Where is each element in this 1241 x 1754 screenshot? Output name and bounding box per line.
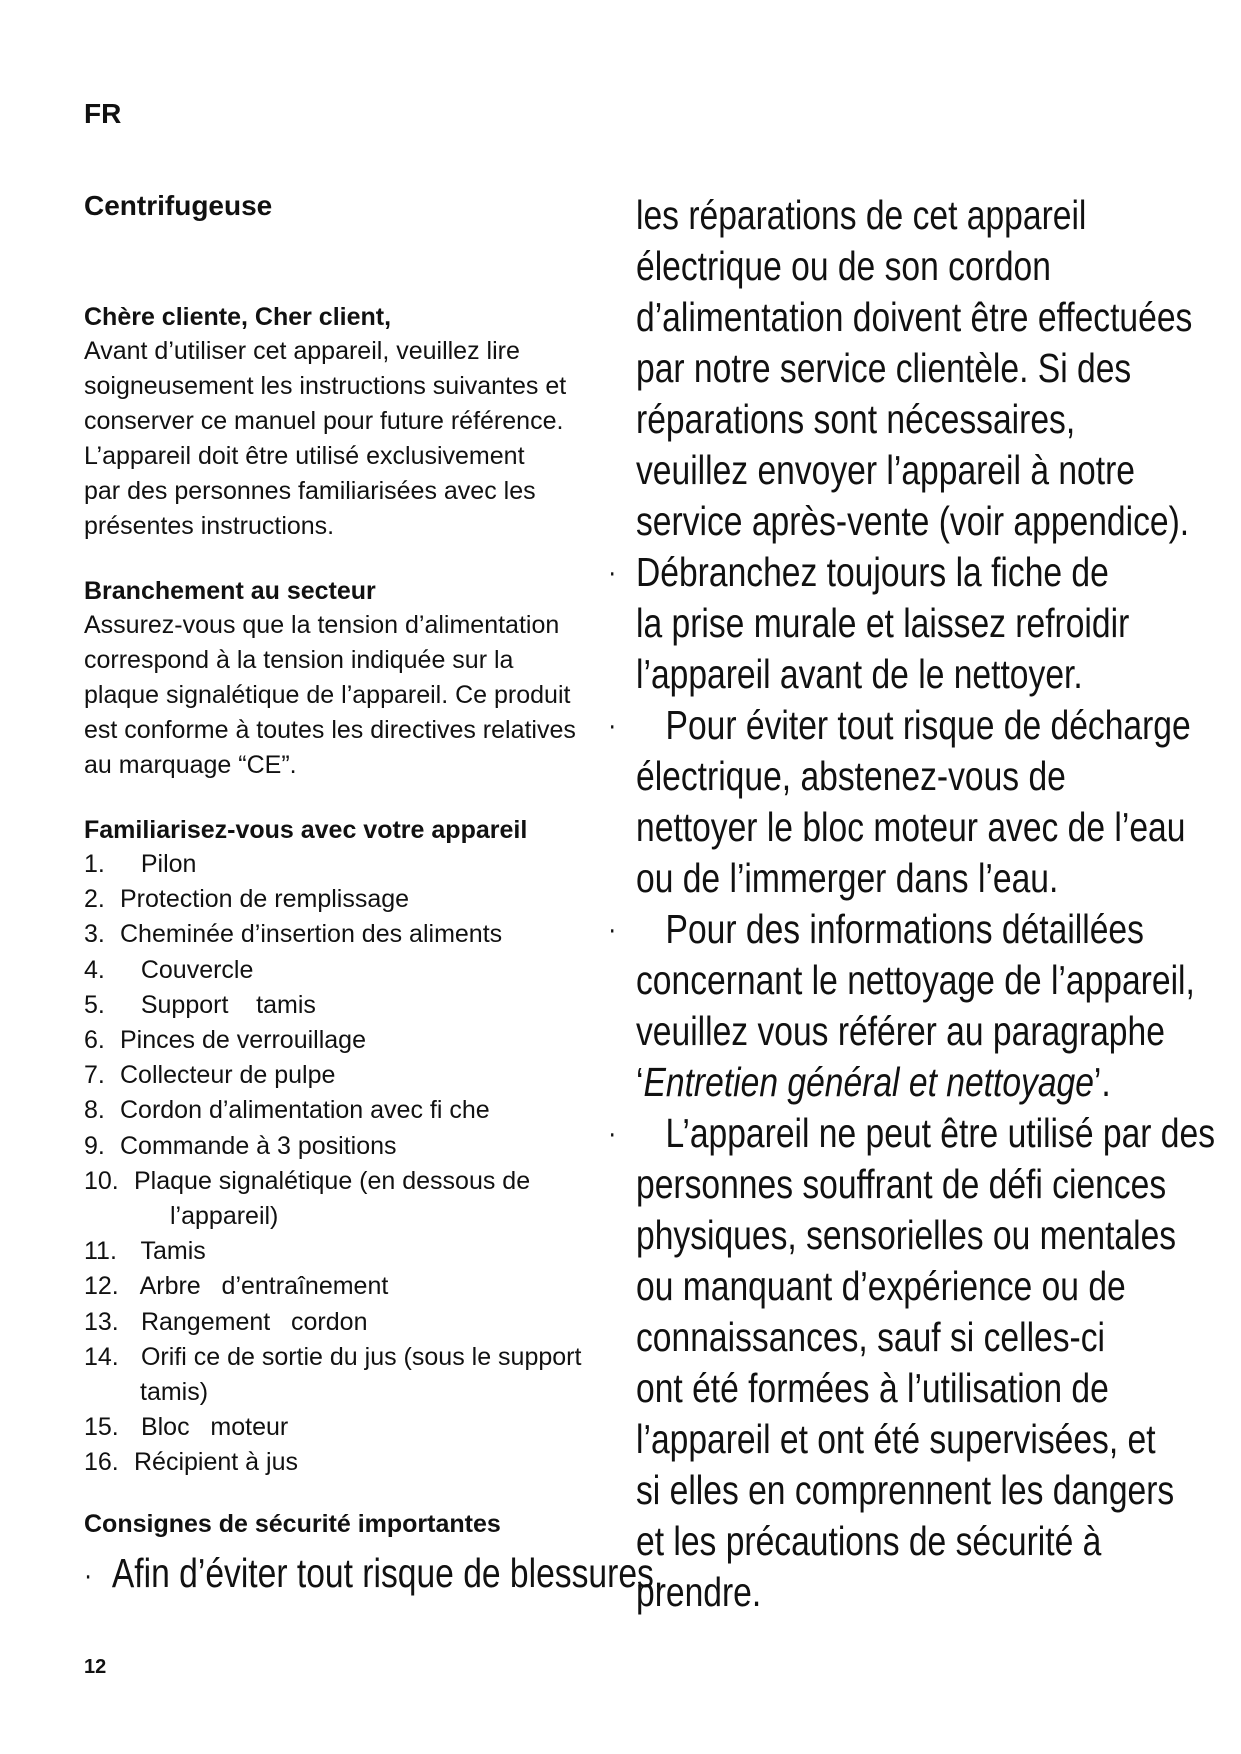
parts-heading: Familiarisez-vous avec votre appareil xyxy=(84,816,528,844)
bullet-dot: · xyxy=(608,913,617,946)
safety-bullet-5 xyxy=(608,1108,1216,1159)
item-text: Cordon d’alimentation avec fi che xyxy=(120,1096,490,1125)
item-number: 11. xyxy=(84,1237,117,1266)
text-line: si elles en comprennent les dangers xyxy=(636,1467,1175,1513)
greeting-line: par des personnes familiarisées avec les xyxy=(84,477,536,505)
power-line: est conforme à toutes les directives relatives xyxy=(84,716,576,744)
page-number: 12 xyxy=(84,1656,107,1678)
parts-list xyxy=(84,847,624,1481)
item-number: 7. xyxy=(84,1061,105,1090)
bullet-text: Débranchez toujours la fiche de xyxy=(636,549,1109,595)
item-text: Support tamis xyxy=(120,990,316,1019)
list-item xyxy=(84,1410,624,1445)
text-line: physiques, sensorielles ou mentales xyxy=(636,1212,1177,1258)
text-line: veuillez envoyer l’appareil à notre xyxy=(636,447,1135,493)
text-line: par notre service clientèle. Si des xyxy=(636,345,1132,391)
bullet-text: Afin d’éviter tout risque de blessures, xyxy=(111,1549,664,1596)
item-number: 4. xyxy=(84,955,105,984)
safety-bullet-2 xyxy=(608,547,1120,598)
text-line: d’alimentation doivent être effectuées xyxy=(636,294,1193,340)
item-text-continued: tamis) xyxy=(140,1378,209,1407)
text-line: ont été formées à l’utilisation de xyxy=(636,1365,1109,1411)
item-text: Arbre d’entraînement xyxy=(134,1272,389,1301)
list-item xyxy=(84,1164,624,1234)
item-text: Commande à 3 positions xyxy=(120,1131,397,1160)
text-line xyxy=(636,1057,1120,1108)
page-title: Centrifugeuse xyxy=(84,190,273,221)
item-text xyxy=(134,1164,624,1234)
item-number: 12. xyxy=(84,1272,119,1301)
quote-close: ’. xyxy=(1093,1059,1111,1105)
list-item xyxy=(84,882,624,917)
item-text: Couvercle xyxy=(120,955,254,984)
bullet-dot: · xyxy=(608,556,617,589)
text-line: l’appareil et ont été supervisées, et xyxy=(636,1416,1156,1462)
list-item xyxy=(84,1269,624,1304)
safety-bullet-3 xyxy=(608,700,1191,751)
text-line: l’appareil avant de le nettoyer. xyxy=(636,651,1083,697)
text-line: connaissances, sauf si celles-ci xyxy=(636,1314,1106,1360)
right-column xyxy=(608,190,1226,1618)
list-item xyxy=(84,1129,624,1164)
list-item xyxy=(84,1340,624,1410)
item-text: Tamis xyxy=(134,1237,206,1266)
list-item xyxy=(84,847,624,882)
bullet-text: Pour éviter tout risque de décharge xyxy=(665,702,1191,748)
greeting-line: conserver ce manuel pour future référence. xyxy=(84,407,564,435)
item-number: 9. xyxy=(84,1131,105,1160)
text-line: ou manquant d’expérience ou de xyxy=(636,1263,1126,1309)
item-text-line: Plaque signalétique (en dessous de xyxy=(134,1166,531,1195)
text-line: électrique, abstenez-vous de xyxy=(636,753,1066,799)
safety-continued xyxy=(608,190,1216,1618)
power-line: au marquage “CE”. xyxy=(84,751,297,779)
text-line: ou de l’immerger dans l’eau. xyxy=(636,855,1059,901)
text-line: la prise murale et laissez refroidir xyxy=(636,600,1130,646)
text-line: veuillez vous référer au paragraphe xyxy=(636,1008,1165,1054)
section-reference: Entretien général et nettoyage xyxy=(643,1059,1094,1105)
text-line: service après-vente (voir appendice). xyxy=(636,498,1190,544)
bullet-dot: · xyxy=(608,1117,617,1150)
power-line: correspond à la tension indiquée sur la xyxy=(84,646,514,674)
item-number: 3. xyxy=(84,920,105,949)
list-item xyxy=(84,1234,624,1269)
list-item xyxy=(84,988,624,1023)
power-heading: Branchement au secteur xyxy=(84,577,376,605)
item-number: 14. xyxy=(84,1342,119,1371)
greeting-line: présentes instructions. xyxy=(84,512,335,540)
text-line: prendre. xyxy=(636,1569,762,1615)
item-text: Pinces de verrouillage xyxy=(120,1026,366,1055)
safety-bullet-4 xyxy=(608,904,1144,955)
text-line: nettoyer le bloc moteur avec de l’eau xyxy=(636,804,1186,850)
list-item xyxy=(84,1445,624,1480)
greeting-line: Avant d’utiliser cet appareil, veuillez lire xyxy=(84,337,520,365)
language-code: FR xyxy=(84,98,122,129)
power-line: plaque signalétique de l’appareil. Ce produit xyxy=(84,681,571,709)
text-line: et les précautions de sécurité à xyxy=(636,1518,1102,1564)
list-item xyxy=(84,1023,624,1058)
list-item xyxy=(84,917,624,952)
item-text: Pilon xyxy=(120,850,197,878)
bullet-text: Pour des informations détaillées xyxy=(665,906,1144,952)
text-line: électrique ou de son cordon xyxy=(636,243,1051,289)
power-line: Assurez-vous que la tension d’alimentation xyxy=(84,611,560,639)
quote-open: ‘ xyxy=(636,1059,644,1105)
item-text: Bloc moteur xyxy=(134,1413,289,1442)
text-line: personnes souffrant de défi ciences xyxy=(636,1161,1167,1207)
list-item xyxy=(84,953,624,988)
item-number: 2. xyxy=(84,885,105,914)
text-line: concernant le nettoyage de l’appareil, xyxy=(636,957,1195,1003)
list-item xyxy=(84,1058,624,1093)
item-text-continued: l’appareil) xyxy=(170,1202,279,1231)
safety-bullet-1 xyxy=(84,1547,664,1602)
item-text xyxy=(134,1340,624,1410)
left-column xyxy=(84,190,664,1602)
greeting-line: L’appareil doit être utilisé exclusivement xyxy=(84,442,525,470)
item-text: Récipient à jus xyxy=(134,1448,298,1477)
greeting-line: soigneusement les instructions suivantes et xyxy=(84,372,567,400)
item-number: 5. xyxy=(84,990,105,1019)
item-number: 1. xyxy=(84,850,105,878)
item-number: 10. xyxy=(84,1166,119,1195)
item-text: Rangement cordon xyxy=(134,1307,368,1336)
bullet-dot: · xyxy=(608,709,617,742)
item-number: 15. xyxy=(84,1413,119,1442)
bullet-text: L’appareil ne peut être utilisé par des xyxy=(665,1110,1216,1156)
item-text-line: Orifi ce de sortie du jus (sous le support xyxy=(134,1342,582,1371)
item-number: 13. xyxy=(84,1307,119,1336)
item-text: Cheminée d’insertion des aliments xyxy=(120,920,503,949)
safety-heading: Consignes de sécurité importantes xyxy=(84,1509,501,1538)
bullet-dot: · xyxy=(84,1558,93,1592)
item-number: 16. xyxy=(84,1448,119,1477)
item-text: Collecteur de pulpe xyxy=(120,1061,336,1090)
item-number: 6. xyxy=(84,1026,105,1055)
item-number: 8. xyxy=(84,1096,105,1125)
text-line: les réparations de cet appareil xyxy=(636,192,1087,238)
item-text: Protection de remplissage xyxy=(120,885,410,914)
list-item xyxy=(84,1093,624,1128)
list-item xyxy=(84,1305,624,1340)
text-line: réparations sont nécessaires, xyxy=(636,396,1076,442)
greeting-heading: Chère cliente, Cher client, xyxy=(84,303,392,331)
